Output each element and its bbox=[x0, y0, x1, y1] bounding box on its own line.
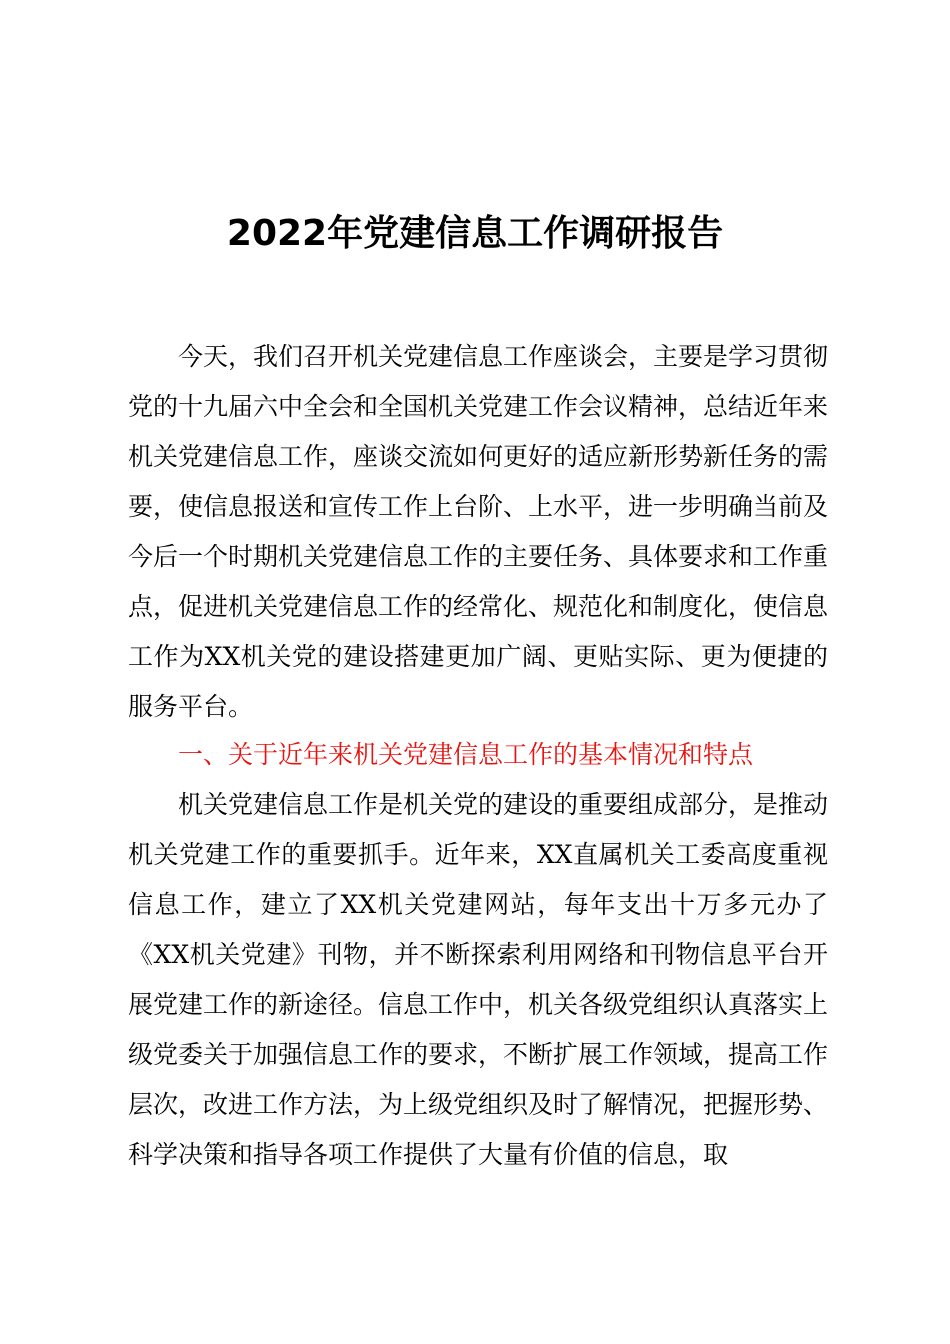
section-heading: 一、关于近年来机关党建信息工作的基本情况和特点 bbox=[178, 740, 754, 769]
intro-paragraph: 今天，我们召开机关党建信息工作座谈会，主要是学习贯彻党的十九届六中全会和全国机关党建工作会议精神，总结近年来机关党建信息工作，座谈交流如何更好的适应新形势新任务的需要，使信息报送和宣传工作上台阶、上水平，进一步明确当前及今后一个时期机关党建信息工作的主要任务、具体要求和工作重点，促进机关党建信息工作的经常化、规范化和制度化，使信息工作为XX机关党的建设搭建更加广阔、更贴实际、更为便捷的服务平台。 bbox=[128, 342, 829, 721]
section-paragraph: 机关党建信息工作是机关党的建设的重要组成部分，是推动机关党建工作的重要抓手。近年来，XX直属机关工委高度重视信息工作，建立了XX机关党建网站，每年支出十万多元办了《XX机关党建》刊物，并不断探索利用网络和刊物信息平台开展党建工作的新途径。信息工作中，机关各级党组织认真落实上级党委关于加强信息工作的要求，不断扩展工作领域，提高工作层次，改进工作方法，为上级党组织及时了解情况，把握形势、科学决策和指导各项工作提供了大量有价值的信息，取 bbox=[128, 790, 829, 1169]
document-title: 2022年党建信息工作调研报告 bbox=[226, 213, 724, 254]
